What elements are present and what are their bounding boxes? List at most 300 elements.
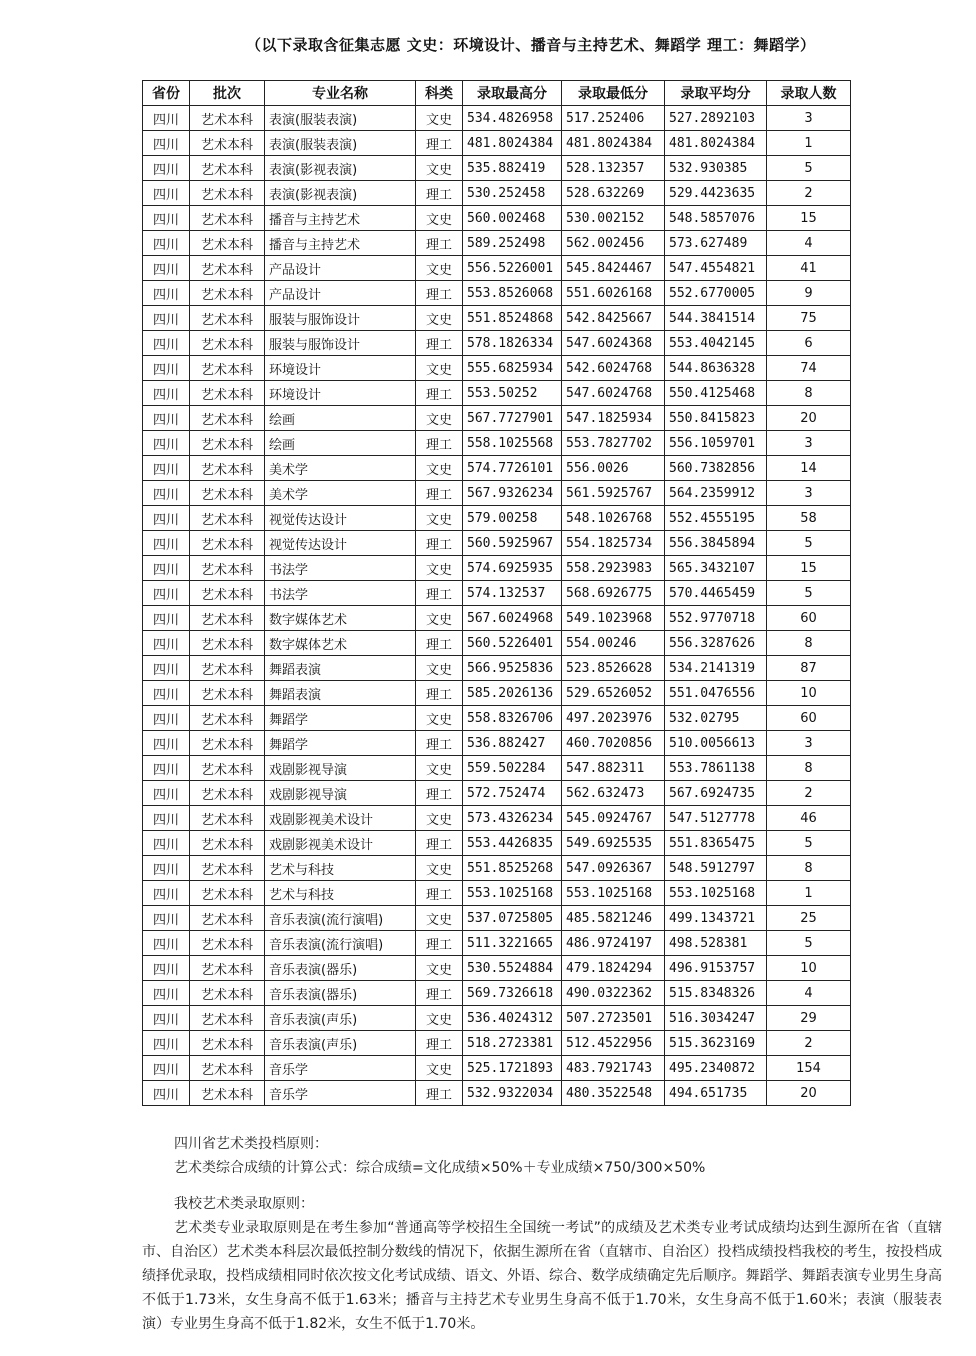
cell-min-score: 553.7827702 — [562, 431, 665, 456]
cell-batch: 艺术本科 — [190, 1031, 265, 1056]
cell-batch: 艺术本科 — [190, 106, 265, 131]
cell-max-score: 553.1025168 — [463, 881, 562, 906]
cell-min-score: 547.6024368 — [562, 331, 665, 356]
cell-count: 2 — [767, 781, 851, 806]
cell-major: 音乐表演(声乐) — [265, 1031, 416, 1056]
cell-count: 9 — [767, 281, 851, 306]
cell-min-score: 512.4522956 — [562, 1031, 665, 1056]
cell-province: 四川 — [143, 906, 190, 931]
cell-batch: 艺术本科 — [190, 806, 265, 831]
province-principle-title: 四川省艺术类投档原则： — [174, 1136, 328, 1152]
cell-max-score: 574.132537 — [463, 581, 562, 606]
cell-batch: 艺术本科 — [190, 456, 265, 481]
cell-count: 20 — [767, 1081, 851, 1106]
cell-category: 文史 — [416, 256, 463, 281]
cell-batch: 艺术本科 — [190, 506, 265, 531]
header-batch: 批次 — [190, 81, 265, 106]
cell-category: 文史 — [416, 356, 463, 381]
cell-count: 8 — [767, 381, 851, 406]
cell-major: 书法学 — [265, 556, 416, 581]
table-row — [143, 431, 851, 456]
cell-avg-score: 551.8365475 — [665, 831, 767, 856]
cell-count: 1 — [767, 131, 851, 156]
cell-min-score: 548.1026768 — [562, 506, 665, 531]
cell-max-score: 553.8526068 — [463, 281, 562, 306]
cell-avg-score: 573.627489 — [665, 231, 767, 256]
cell-province: 四川 — [143, 1031, 190, 1056]
cell-count: 3 — [767, 481, 851, 506]
cell-avg-score: 560.7382856 — [665, 456, 767, 481]
cell-max-score: 566.9525836 — [463, 656, 562, 681]
cell-count: 154 — [767, 1056, 851, 1081]
cell-batch: 艺术本科 — [190, 131, 265, 156]
cell-max-score: 569.7326618 — [463, 981, 562, 1006]
cell-max-score: 574.7726101 — [463, 456, 562, 481]
cell-min-score: 562.632473 — [562, 781, 665, 806]
cell-max-score: 585.2026136 — [463, 681, 562, 706]
cell-batch: 艺术本科 — [190, 606, 265, 631]
cell-max-score: 573.4326234 — [463, 806, 562, 831]
cell-avg-score: 527.2892103 — [665, 106, 767, 131]
cell-major: 服装与服饰设计 — [265, 331, 416, 356]
cell-max-score: 530.5524884 — [463, 956, 562, 981]
cell-major: 音乐表演(声乐) — [265, 1006, 416, 1031]
cell-province: 四川 — [143, 306, 190, 331]
cell-min-score: 568.6926775 — [562, 581, 665, 606]
cell-batch: 艺术本科 — [190, 206, 265, 231]
table-row — [143, 281, 851, 306]
cell-province: 四川 — [143, 731, 190, 756]
cell-min-score: 553.1025168 — [562, 881, 665, 906]
cell-province: 四川 — [143, 106, 190, 131]
cell-count: 5 — [767, 531, 851, 556]
cell-max-score: 530.252458 — [463, 181, 562, 206]
table-row — [143, 631, 851, 656]
cell-max-score: 481.8024384 — [463, 131, 562, 156]
cell-major: 舞蹈表演 — [265, 681, 416, 706]
cell-province: 四川 — [143, 1006, 190, 1031]
cell-batch: 艺术本科 — [190, 556, 265, 581]
cell-major: 戏剧影视美术设计 — [265, 831, 416, 856]
cell-avg-score: 565.3432107 — [665, 556, 767, 581]
cell-min-score: 545.8424467 — [562, 256, 665, 281]
cell-province: 四川 — [143, 181, 190, 206]
cell-province: 四川 — [143, 881, 190, 906]
cell-province: 四川 — [143, 856, 190, 881]
table-row — [143, 331, 851, 356]
table-row — [143, 1031, 851, 1056]
cell-count: 5 — [767, 156, 851, 181]
table-row — [143, 231, 851, 256]
cell-min-score: 561.5925767 — [562, 481, 665, 506]
cell-avg-score: 567.6924735 — [665, 781, 767, 806]
cell-category: 理工 — [416, 181, 463, 206]
cell-avg-score: 553.1025168 — [665, 881, 767, 906]
cell-avg-score: 547.4554821 — [665, 256, 767, 281]
cell-batch: 艺术本科 — [190, 531, 265, 556]
cell-province: 四川 — [143, 331, 190, 356]
cell-max-score: 559.502284 — [463, 756, 562, 781]
cell-province: 四川 — [143, 431, 190, 456]
cell-min-score: 497.2023976 — [562, 706, 665, 731]
cell-batch: 艺术本科 — [190, 831, 265, 856]
cell-min-score: 480.3522548 — [562, 1081, 665, 1106]
cell-major: 音乐学 — [265, 1056, 416, 1081]
admission-note: （以下录取含征集志愿 文史：环境设计、播音与主持艺术、舞蹈学 理工：舞蹈学） — [246, 36, 816, 54]
cell-major: 戏剧影视导演 — [265, 756, 416, 781]
table-row — [143, 481, 851, 506]
cell-max-score: 558.1025568 — [463, 431, 562, 456]
cell-count: 58 — [767, 506, 851, 531]
cell-avg-score: 547.5127778 — [665, 806, 767, 831]
cell-category: 理工 — [416, 531, 463, 556]
cell-count: 60 — [767, 706, 851, 731]
cell-max-score: 537.0725805 — [463, 906, 562, 931]
cell-avg-score: 544.8636328 — [665, 356, 767, 381]
cell-category: 文史 — [416, 1056, 463, 1081]
cell-province: 四川 — [143, 1081, 190, 1106]
cell-max-score: 553.50252 — [463, 381, 562, 406]
cell-province: 四川 — [143, 681, 190, 706]
cell-max-score: 560.002468 — [463, 206, 562, 231]
cell-batch: 艺术本科 — [190, 931, 265, 956]
cell-count: 5 — [767, 931, 851, 956]
cell-avg-score: 552.9770718 — [665, 606, 767, 631]
cell-major: 视觉传达设计 — [265, 506, 416, 531]
cell-major: 环境设计 — [265, 381, 416, 406]
cell-min-score: 554.00246 — [562, 631, 665, 656]
cell-avg-score: 532.930385 — [665, 156, 767, 181]
cell-batch: 艺术本科 — [190, 631, 265, 656]
cell-category: 理工 — [416, 931, 463, 956]
cell-province: 四川 — [143, 381, 190, 406]
cell-major: 表演(影视表演) — [265, 156, 416, 181]
cell-batch: 艺术本科 — [190, 231, 265, 256]
table-row — [143, 906, 851, 931]
cell-province: 四川 — [143, 981, 190, 1006]
table-row — [143, 181, 851, 206]
cell-category: 理工 — [416, 131, 463, 156]
table-row — [143, 356, 851, 381]
cell-batch: 艺术本科 — [190, 181, 265, 206]
cell-category: 文史 — [416, 306, 463, 331]
cell-count: 1 — [767, 881, 851, 906]
cell-category: 理工 — [416, 831, 463, 856]
cell-category: 文史 — [416, 506, 463, 531]
cell-category: 理工 — [416, 331, 463, 356]
cell-count: 3 — [767, 106, 851, 131]
cell-province: 四川 — [143, 631, 190, 656]
cell-category: 文史 — [416, 606, 463, 631]
cell-count: 8 — [767, 756, 851, 781]
table-row — [143, 1081, 851, 1106]
table-row — [143, 956, 851, 981]
cell-province: 四川 — [143, 406, 190, 431]
cell-min-score: 523.8526628 — [562, 656, 665, 681]
cell-batch: 艺术本科 — [190, 1056, 265, 1081]
cell-avg-score: 495.2340872 — [665, 1056, 767, 1081]
cell-avg-score: 515.8348326 — [665, 981, 767, 1006]
cell-min-score: 530.002152 — [562, 206, 665, 231]
cell-min-score: 562.002456 — [562, 231, 665, 256]
cell-max-score: 560.5226401 — [463, 631, 562, 656]
cell-major: 表演(影视表演) — [265, 181, 416, 206]
cell-min-score: 483.7921743 — [562, 1056, 665, 1081]
cell-max-score: 532.9322034 — [463, 1081, 562, 1106]
cell-max-score: 518.2723381 — [463, 1031, 562, 1056]
cell-major: 音乐表演(器乐) — [265, 981, 416, 1006]
cell-count: 3 — [767, 731, 851, 756]
cell-category: 文史 — [416, 756, 463, 781]
cell-province: 四川 — [143, 831, 190, 856]
cell-province: 四川 — [143, 131, 190, 156]
cell-max-score: 553.4426835 — [463, 831, 562, 856]
cell-major: 美术学 — [265, 456, 416, 481]
table-row — [143, 206, 851, 231]
cell-category: 文史 — [416, 106, 463, 131]
cell-avg-score: 529.4423635 — [665, 181, 767, 206]
table-row — [143, 131, 851, 156]
cell-count: 3 — [767, 431, 851, 456]
cell-max-score: 589.252498 — [463, 231, 562, 256]
cell-province: 四川 — [143, 481, 190, 506]
cell-max-score: 560.5925967 — [463, 531, 562, 556]
cell-category: 文史 — [416, 956, 463, 981]
cell-province: 四川 — [143, 456, 190, 481]
cell-province: 四川 — [143, 506, 190, 531]
cell-min-score: 528.132357 — [562, 156, 665, 181]
header-major: 专业名称 — [265, 81, 416, 106]
cell-count: 20 — [767, 406, 851, 431]
cell-batch: 艺术本科 — [190, 156, 265, 181]
cell-batch: 艺术本科 — [190, 731, 265, 756]
cell-max-score: 567.6024968 — [463, 606, 562, 631]
cell-count: 5 — [767, 581, 851, 606]
cell-category: 理工 — [416, 981, 463, 1006]
cell-avg-score: 564.2359912 — [665, 481, 767, 506]
cell-category: 文史 — [416, 456, 463, 481]
cell-province: 四川 — [143, 1056, 190, 1081]
cell-min-score: 528.632269 — [562, 181, 665, 206]
cell-count: 87 — [767, 656, 851, 681]
cell-max-score: 574.6925935 — [463, 556, 562, 581]
cell-major: 舞蹈学 — [265, 731, 416, 756]
table-row — [143, 506, 851, 531]
table-row — [143, 256, 851, 281]
cell-major: 音乐表演(流行演唱) — [265, 906, 416, 931]
cell-batch: 艺术本科 — [190, 706, 265, 731]
cell-batch: 艺术本科 — [190, 956, 265, 981]
header-max-score: 录取最高分 — [463, 81, 562, 106]
cell-major: 播音与主持艺术 — [265, 231, 416, 256]
cell-province: 四川 — [143, 531, 190, 556]
cell-max-score: 556.5226001 — [463, 256, 562, 281]
cell-avg-score: 534.2141319 — [665, 656, 767, 681]
cell-avg-score: 556.1059701 — [665, 431, 767, 456]
cell-batch: 艺术本科 — [190, 256, 265, 281]
table-row — [143, 156, 851, 181]
score-formula: 艺术类综合成绩的计算公式：综合成绩=文化成绩×50%＋专业成绩×750/300×50% — [174, 1160, 706, 1176]
cell-max-score: 551.8524868 — [463, 306, 562, 331]
cell-category: 文史 — [416, 206, 463, 231]
cell-min-score: 529.6526052 — [562, 681, 665, 706]
cell-count: 5 — [767, 831, 851, 856]
cell-count: 10 — [767, 681, 851, 706]
cell-avg-score: 481.8024384 — [665, 131, 767, 156]
cell-batch: 艺术本科 — [190, 781, 265, 806]
cell-category: 理工 — [416, 431, 463, 456]
table-row — [143, 606, 851, 631]
cell-avg-score: 494.651735 — [665, 1081, 767, 1106]
cell-major: 服装与服饰设计 — [265, 306, 416, 331]
table-row — [143, 756, 851, 781]
cell-avg-score: 550.4125468 — [665, 381, 767, 406]
cell-major: 戏剧影视导演 — [265, 781, 416, 806]
cell-major: 美术学 — [265, 481, 416, 506]
cell-max-score: 551.8525268 — [463, 856, 562, 881]
cell-province: 四川 — [143, 356, 190, 381]
cell-count: 60 — [767, 606, 851, 631]
cell-major: 表演(服装表演) — [265, 131, 416, 156]
cell-category: 理工 — [416, 1081, 463, 1106]
cell-major: 环境设计 — [265, 356, 416, 381]
cell-avg-score: 515.3623169 — [665, 1031, 767, 1056]
cell-count: 15 — [767, 556, 851, 581]
cell-batch: 艺术本科 — [190, 406, 265, 431]
school-principle-title: 我校艺术类录取原则： — [174, 1196, 314, 1212]
cell-avg-score: 499.1343721 — [665, 906, 767, 931]
cell-major: 艺术与科技 — [265, 881, 416, 906]
cell-province: 四川 — [143, 581, 190, 606]
cell-major: 绘画 — [265, 406, 416, 431]
cell-category: 理工 — [416, 581, 463, 606]
table-row — [143, 681, 851, 706]
cell-batch: 艺术本科 — [190, 331, 265, 356]
cell-min-score: 545.0924767 — [562, 806, 665, 831]
cell-min-score: 486.9724197 — [562, 931, 665, 956]
cell-count: 41 — [767, 256, 851, 281]
cell-min-score: 479.1824294 — [562, 956, 665, 981]
cell-province: 四川 — [143, 656, 190, 681]
cell-category: 理工 — [416, 231, 463, 256]
school-principle-body: 艺术类专业录取原则是在考生参加“普通高等学校招生全国统一考试”的成绩及艺术类专业考试成绩均达到生源所在省（直辖市、自治区）艺术类本科层次最低控制分数线的情况下，依据生源所在省（直辖市、自治区）投档成绩投档我校的考生，按投档成绩择优录取，投档成绩相同时依次按文化考试成绩、语文、外语、综合、数学成绩确定先后顺序。舞蹈学、舞蹈表演专业男生身高不低于1.73米，女生身高不低于1.63米；播音与主持艺术专业男生身高不低于1.70米，女生身高不低于1.60米；表演（服装表演）专业男生身高不低于1.82米，女生不低于1.70米。 — [142, 1220, 942, 1332]
cell-category: 文史 — [416, 856, 463, 881]
cell-batch: 艺术本科 — [190, 1006, 265, 1031]
cell-min-score: 490.0322362 — [562, 981, 665, 1006]
cell-avg-score: 552.6770005 — [665, 281, 767, 306]
cell-avg-score: 498.528381 — [665, 931, 767, 956]
cell-province: 四川 — [143, 781, 190, 806]
cell-batch: 艺术本科 — [190, 281, 265, 306]
cell-max-score: 535.882419 — [463, 156, 562, 181]
cell-major: 产品设计 — [265, 281, 416, 306]
cell-batch: 艺术本科 — [190, 681, 265, 706]
cell-avg-score: 550.8415823 — [665, 406, 767, 431]
admission-table — [142, 80, 851, 1106]
cell-batch: 艺术本科 — [190, 581, 265, 606]
cell-min-score: 485.5821246 — [562, 906, 665, 931]
cell-batch: 艺术本科 — [190, 356, 265, 381]
cell-max-score: 558.8326706 — [463, 706, 562, 731]
table-row — [143, 1056, 851, 1081]
cell-category: 文史 — [416, 806, 463, 831]
cell-count: 4 — [767, 231, 851, 256]
table-row — [143, 981, 851, 1006]
cell-batch: 艺术本科 — [190, 906, 265, 931]
cell-province: 四川 — [143, 206, 190, 231]
cell-major: 书法学 — [265, 581, 416, 606]
cell-category: 文史 — [416, 556, 463, 581]
table-row — [143, 706, 851, 731]
cell-major: 舞蹈表演 — [265, 656, 416, 681]
cell-major: 表演(服装表演) — [265, 106, 416, 131]
cell-min-score: 547.1825934 — [562, 406, 665, 431]
cell-major: 戏剧影视美术设计 — [265, 806, 416, 831]
cell-batch: 艺术本科 — [190, 481, 265, 506]
cell-province: 四川 — [143, 156, 190, 181]
cell-province: 四川 — [143, 281, 190, 306]
cell-batch: 艺术本科 — [190, 856, 265, 881]
cell-category: 理工 — [416, 631, 463, 656]
cell-category: 文史 — [416, 1006, 463, 1031]
cell-avg-score: 532.02795 — [665, 706, 767, 731]
cell-max-score: 511.3221665 — [463, 931, 562, 956]
cell-avg-score: 553.4042145 — [665, 331, 767, 356]
cell-province: 四川 — [143, 256, 190, 281]
cell-major: 视觉传达设计 — [265, 531, 416, 556]
cell-major: 数字媒体艺术 — [265, 606, 416, 631]
cell-major: 绘画 — [265, 431, 416, 456]
cell-batch: 艺术本科 — [190, 1081, 265, 1106]
cell-category: 理工 — [416, 281, 463, 306]
table-row — [143, 656, 851, 681]
table-row — [143, 456, 851, 481]
cell-count: 74 — [767, 356, 851, 381]
cell-max-score: 572.752474 — [463, 781, 562, 806]
cell-major: 播音与主持艺术 — [265, 206, 416, 231]
cell-count: 46 — [767, 806, 851, 831]
header-category: 科类 — [416, 81, 463, 106]
header-avg-score: 录取平均分 — [665, 81, 767, 106]
header-count: 录取人数 — [767, 81, 851, 106]
cell-max-score: 578.1826334 — [463, 331, 562, 356]
cell-min-score: 554.1825734 — [562, 531, 665, 556]
cell-avg-score: 548.5912797 — [665, 856, 767, 881]
table-row — [143, 381, 851, 406]
cell-batch: 艺术本科 — [190, 981, 265, 1006]
cell-major: 音乐表演(流行演唱) — [265, 931, 416, 956]
cell-min-score: 547.882311 — [562, 756, 665, 781]
cell-max-score: 536.882427 — [463, 731, 562, 756]
cell-major: 音乐表演(器乐) — [265, 956, 416, 981]
cell-province: 四川 — [143, 956, 190, 981]
cell-min-score: 551.6026168 — [562, 281, 665, 306]
cell-min-score: 542.6024768 — [562, 356, 665, 381]
cell-batch: 艺术本科 — [190, 381, 265, 406]
table-row — [143, 581, 851, 606]
cell-category: 理工 — [416, 481, 463, 506]
cell-avg-score: 552.4555195 — [665, 506, 767, 531]
table-row — [143, 931, 851, 956]
cell-province: 四川 — [143, 806, 190, 831]
cell-count: 25 — [767, 906, 851, 931]
table-row — [143, 531, 851, 556]
table-row — [143, 306, 851, 331]
cell-min-score: 460.7020856 — [562, 731, 665, 756]
cell-major: 产品设计 — [265, 256, 416, 281]
table-row — [143, 831, 851, 856]
table-row — [143, 406, 851, 431]
